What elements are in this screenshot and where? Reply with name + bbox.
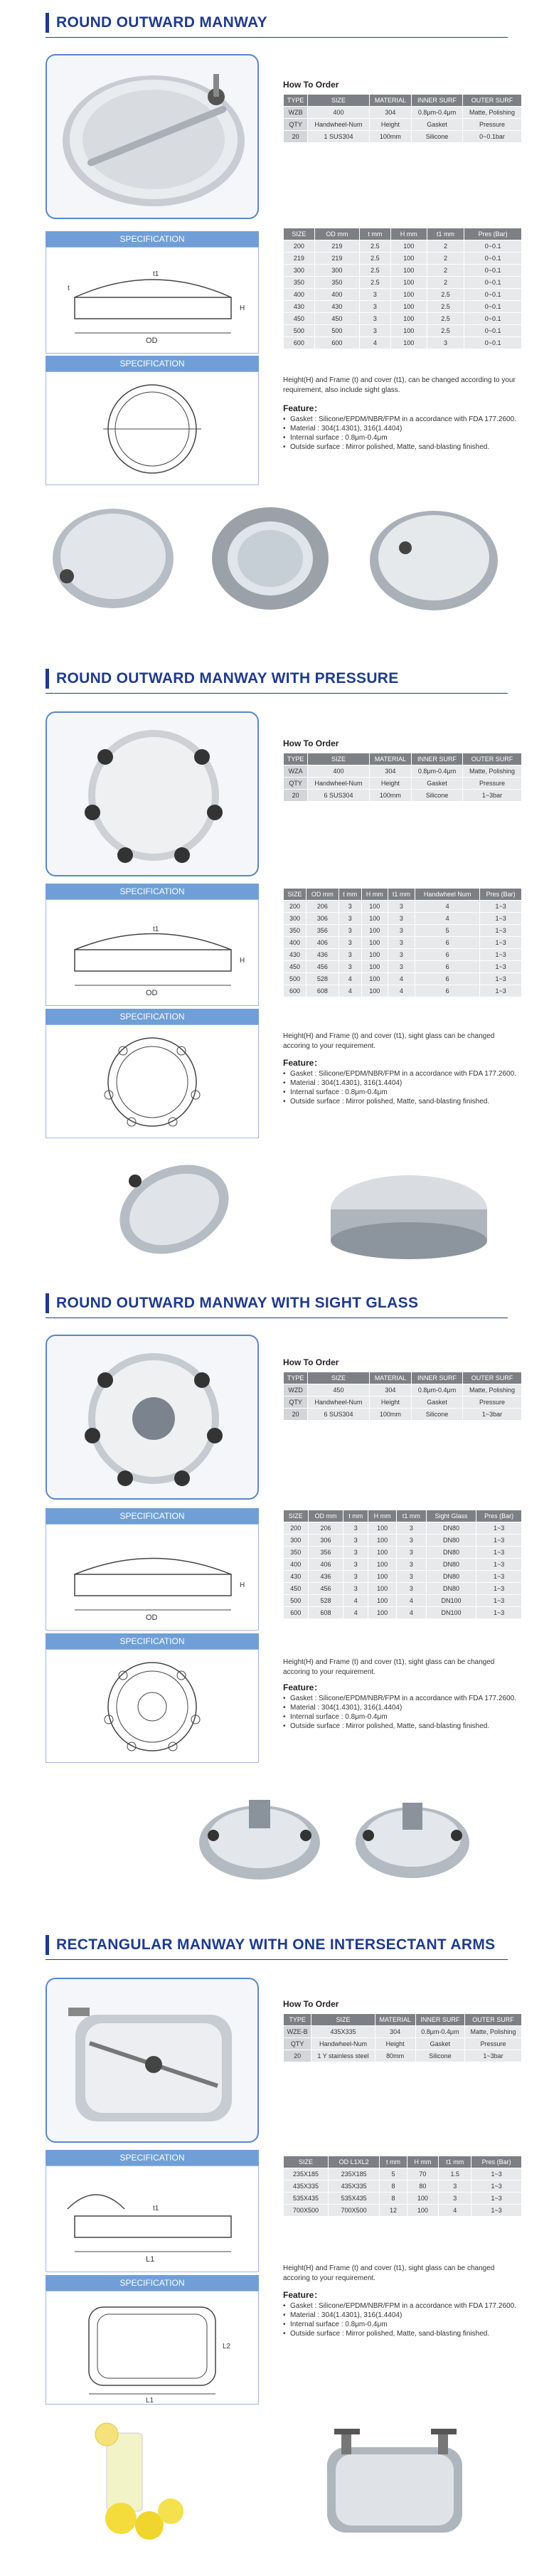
svg-text:L2: L2 — [223, 2343, 231, 2350]
how-to-order-heading: How To Order — [283, 1999, 339, 2009]
manway-photo-3 — [363, 498, 505, 619]
feature-list: Feature： • Gasket : Silicone/EPDM/NBR/FPM in a accordance with FDA 177.2600. • Material : 304(1.4301), 316(1.4404) • Internal surface : 0.8μm-0.4μm • Outside surface : Mirror polished, Matte, sand-blasting finished. — [283, 1683, 522, 1731]
customization-note: Height(H) and Frame (t) and cover (t1), can be changed according to your requirement, also include sight glass. — [283, 376, 516, 394]
svg-text:L1: L1 — [146, 2255, 155, 2264]
size-table: SIZE OD mm t mm H mm t1 mm Sight Glass Pres (Bar) 200 206 3 100 3 DN80 1~3 300 306 3 100 3 DN80 1~3 350 356 3 100 3 DN80 1~3 400 406 3 100 3 DN80 1~3 430 436 3 100 3 DN80 1~3 450 456 3 100 3 DN80 1~3 500 528 4 100 4 DN100 1~3 600 608 4 100 4 DN100 1~3 — [283, 1510, 522, 1619]
svg-text:t1: t1 — [153, 926, 159, 933]
rectangular-manway-photo — [313, 2419, 476, 2547]
manway-photo-2 — [206, 498, 334, 619]
side-view-diagram — [46, 1524, 259, 1631]
specification-header: SPECIFICATION — [46, 2275, 259, 2291]
product-photo — [46, 711, 259, 876]
section-rectangular-manway — [0, 1921, 549, 2576]
product-photo — [46, 1335, 259, 1500]
customization-note: Height(H) and Frame (t) and cover (t1), sight glass can be changed accoring to your requirement. — [283, 1658, 495, 1676]
specification-header: SPECIFICATION — [46, 231, 259, 247]
specification-header: SPECIFICATION — [46, 1009, 259, 1024]
feature-list: Feature： • Gasket : Silicone/EPDM/NBR/FPM in a accordance with FDA 177.2600. • Material : 304(1.4301), 316(1.4404) • Internal surface : 0.8μm-0.4μm • Outside surface : Mirror polished, Matte, sand-blasting finished. — [283, 2291, 522, 2338]
svg-text:H: H — [240, 957, 245, 965]
side-view-diagram — [46, 899, 259, 1006]
side-view-diagram — [46, 247, 259, 354]
svg-text:OD: OD — [146, 1613, 158, 1622]
top-view-diagram — [46, 1024, 259, 1138]
specification-header: SPECIFICATION — [46, 2150, 259, 2166]
section-round-outward-manway-with-sight-glass — [0, 1281, 549, 1921]
svg-text:H: H — [240, 1581, 245, 1589]
order-table: TYPE SIZE MATERIAL INNER SURF OUTER SURF WZE-B 435X335 304 0.8μm-0.4μm Matte, Polishing QTY Handwheel-Num Height Gasket Pressure 20 1 Y stainless steel 80mm Silicone 1~3bar — [283, 2013, 522, 2062]
how-to-order-heading: How To Order — [283, 1357, 339, 1367]
svg-text:L1: L1 — [146, 2397, 154, 2404]
svg-text:OD: OD — [146, 989, 158, 997]
order-table: TYPE SIZE MATERIAL INNER SURF OUTER SURF WZA 400 304 0.8μm-0.4μm Matte, Polishing QTY Handwheel-Num Height Gasket Pressure 20 6 SUS304 100mm Silicone 1~3bar — [283, 753, 522, 802]
sight-glass-photo-2 — [348, 1779, 476, 1892]
manway-photo-1 — [46, 498, 181, 619]
top-view-diagram — [46, 2291, 259, 2405]
order-table: TYPE SIZE MATERIAL INNER SURF OUTER SURF WZB 400 304 0.8μm-0.4μm Matte, Polishing QTY Handwheel-Num Height Gasket Pressure 20 1 SUS304 100mm Silicone 0~0.1bar — [283, 94, 522, 143]
svg-text:H: H — [240, 304, 245, 312]
svg-text:t1: t1 — [153, 2205, 159, 2212]
specification-header: SPECIFICATION — [46, 884, 259, 899]
how-to-order-heading: How To Order — [283, 738, 339, 748]
customization-note: Height(H) and Frame (t) and cover (t1), sight glass can be changed accoring to your requirement. — [283, 2264, 495, 2282]
size-table: SIZE OD L1XL2 t mm H mm t1 mm Pres (Bar) 235X185 235X185 5 70 1.5 1~3 435X335 435X335 8 80 3 1~3 535X435 535X435 8 100 3 1~3 700X500 700X500 12 100 4 1~3 — [283, 2156, 522, 2217]
top-view-diagram — [46, 1649, 259, 1763]
svg-text:OD: OD — [146, 336, 158, 345]
section-round-outward-manway-with-pressure — [0, 654, 549, 1281]
manway-side-photo — [320, 1160, 498, 1266]
product-photo — [46, 54, 259, 219]
feature-list: Feature： • Gasket : Silicone/EPDM/NBR/FPM in a accordance with FDA 177.2600. • Material : 304(1.4301), 316(1.4404) • Internal surface : 0.8μm-0.4μm • Outside surface : Mirror polished, Matte, sand-blasting finished. — [283, 1059, 522, 1106]
svg-text:t1: t1 — [153, 270, 159, 278]
size-table: SIZE OD mm t mm H mm t1 mm Handwheel Num Pres (Bar) 200 206 3 100 3 4 1~3 300 306 3 100 3 4 1~3 350 356 3 100 3 5 1~3 400 406 3 100 3 6 1~3 430 436 3 100 3 6 1~3 450 456 3 100 3 6 1~3 500 528 4 100 4 6 1~3 600 608 4 100 4 6 1~3 — [283, 888, 522, 997]
specification-header: SPECIFICATION — [46, 1508, 259, 1524]
svg-text:t: t — [68, 285, 70, 292]
section-title: ROUND OUTWARD MANWAY WITH PRESSURE — [46, 666, 399, 691]
section-round-outward-manway — [0, 0, 549, 654]
top-view-diagram — [46, 371, 259, 485]
manway-open-photo — [107, 1152, 242, 1266]
section-title: ROUND OUTWARD MANWAY — [46, 10, 267, 36]
side-view-diagram — [46, 2166, 259, 2272]
feature-list: Feature： • Gasket : Silicone/EPDM/NBR/FPM in a accordance with FDA 177.2600. • Material : 304(1.4301), 316(1.4404) • Internal surface : 0.8μm-0.4μm • Outside surface : Mirror polished, Matte, sand-blasting finished. — [283, 404, 522, 452]
order-table: TYPE SIZE MATERIAL INNER SURF OUTER SURF WZD 450 304 0.8μm-0.4μm Matte, Polishing QTY Handwheel-Num Height Gasket Pressure 20 6 SUS304 100mm Silicone 1~3bar — [283, 1372, 522, 1421]
manway-photo-image — [47, 55, 259, 219]
section-title: ROUND OUTWARD MANWAY WITH SIGHT GLASS — [46, 1290, 418, 1316]
size-table: SIZE OD mm t mm H mm t1 mm Pres (Bar) 200 219 2.5 100 2 0~0.1 219 219 2.5 100 2 0~0.1 300 300 2.5 100 2 0~0.1 350 350 2.5 100 2 0~0.1 400 400 3 100 2.5 0~0.1 430 430 3 100 2.5 0~0.1 450 450 3 100 2.5 0~0.1 500 500 3 100 2.5 0~0.1 600 600 4 100 3 0~0.1 — [283, 228, 522, 349]
product-photo — [46, 1978, 259, 2143]
how-to-order-heading: How To Order — [283, 80, 339, 90]
lemon-drink-image — [78, 2419, 199, 2547]
customization-note: Height(H) and Frame (t) and cover (t1), sight glass can be changed accoring to your requirement. — [283, 1032, 495, 1050]
sight-glass-photo-1 — [192, 1779, 327, 1892]
specification-header: SPECIFICATION — [46, 356, 259, 371]
specification-header: SPECIFICATION — [46, 1633, 259, 1649]
section-title: RECTANGULAR MANWAY WITH ONE INTERSECTANT ARMS — [46, 1932, 495, 1958]
